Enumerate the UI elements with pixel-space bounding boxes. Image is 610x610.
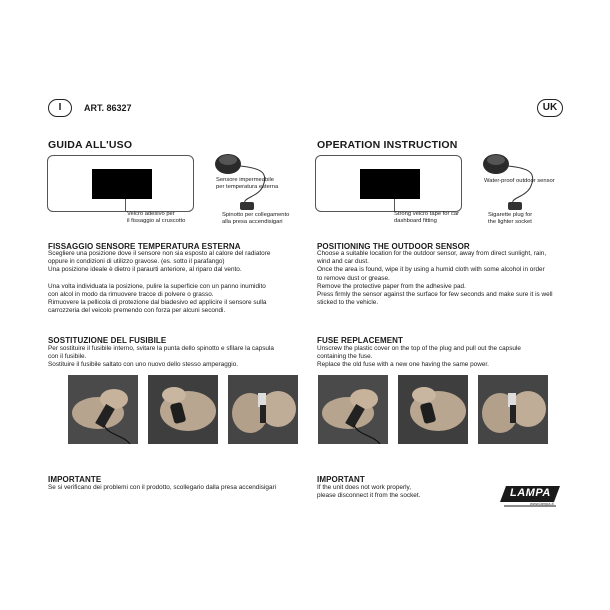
fuse-step-photo-1-uk xyxy=(318,375,388,444)
lampa-logo-text: LAMPA xyxy=(510,487,551,499)
fuse-step-photo-1 xyxy=(68,375,138,444)
velcro-leader-line xyxy=(125,199,126,212)
plug-label-uk: Sigarette plug for the lighter socket xyxy=(488,212,533,225)
display-screen xyxy=(92,169,152,199)
fuse-step-photo-3 xyxy=(228,375,298,444)
section-title-sensor-fixing: FISSAGGIO SENSORE TEMPERATURA ESTERNA xyxy=(48,242,241,251)
page-title-italian: GUIDA ALL'USO xyxy=(48,139,133,151)
display-screen-uk xyxy=(360,169,420,199)
language-badge-italian: I xyxy=(48,99,72,117)
plug-icon-uk xyxy=(508,202,522,210)
velcro-label-uk: Strong velcro tape for car dashboard fitting xyxy=(394,211,460,224)
section-text-sensor-fixing: Scegliere una posizione dove il sensore non sia esposto al calore del radiatore oppure in condizioni di utilizzo gravose. (es. sotto il parafango) Una posizione ideale è dietro il paraurti anteriore, al riparo dal vento. Una volta individuata la posizione, pulire la superficie con un panno inumidito con alcol in modo da rimuovere tracce di polvere o grasso. Rimuovere la pellicola di protezione dal biadesivo ed applicire il sensore sulla carrozzeria del veicolo premendo con forza per alcuni secondi. xyxy=(48,250,271,315)
plug-icon xyxy=(240,202,254,210)
section-title-important-italian: IMPORTANTE xyxy=(48,475,102,484)
section-title-fuse: SOSTITUZIONE DEL FUSIBILE xyxy=(48,336,167,345)
section-title-important-english: IMPORTANT xyxy=(317,475,365,484)
section-text-positioning: Choose a suitable location for the outdoor sensor, away from direct sunlight, rain, wind and car dust. Once the area is found, wipe it by using a humid cloth with some alcohol in order to remove dust or grease. Remove the protective paper from the adhesive pad. Press firmly the sensor against the surface for few seconds and make sure it is well sticked to the vehicle. xyxy=(317,250,553,307)
velcro-label: Velcro adesivo per il fissaggio al cruscotto xyxy=(127,211,186,224)
lampa-logo xyxy=(496,482,564,508)
section-title-fuse-uk: FUSE REPLACEMENT xyxy=(317,336,404,345)
fuse-step-photo-3-uk xyxy=(478,375,548,444)
fuse-step-photo-2-uk xyxy=(398,375,468,444)
language-badge-english: UK xyxy=(537,99,563,117)
plug-label: Spinotto per collegamento alla presa accendisigari xyxy=(222,212,290,225)
sensor-label: Sensore impermeabile per temperatura esterna xyxy=(216,177,279,190)
page-title-english: OPERATION INSTRUCTION xyxy=(317,139,458,151)
article-number: ART. 86327 xyxy=(84,103,132,113)
section-text-fuse-uk: Unscrew the plastic cover on the top of the plug and pull out the capsule containing the fuse. Replace the old fuse with a new one having the same power. xyxy=(317,345,521,369)
fuse-step-photo-2 xyxy=(148,375,218,444)
dashboard-display-illustration-uk xyxy=(315,155,462,212)
section-title-positioning: POSITIONING THE OUTDOOR SENSOR xyxy=(317,242,470,251)
section-text-important-italian: Se si verificano dei problemi con il prodotto, scollegario dalla presa accendisigari xyxy=(48,484,277,491)
dashboard-display-illustration xyxy=(47,155,194,212)
section-text-important-english: If the unit does not work properly, please disconnect it from the socket. xyxy=(317,484,421,500)
section-text-fuse: Per sostituire il fusibile interno, svitare la punta dello spinotto e sfilare la capsula con il fusibile. Sostituire il fusibile saltato con uno nuovo dello stesso amperaggio. xyxy=(48,345,274,369)
sensor-label-uk: Water-proof outdoor sensor xyxy=(484,178,555,184)
lampa-logo-url: www.lampa.it xyxy=(530,501,554,506)
